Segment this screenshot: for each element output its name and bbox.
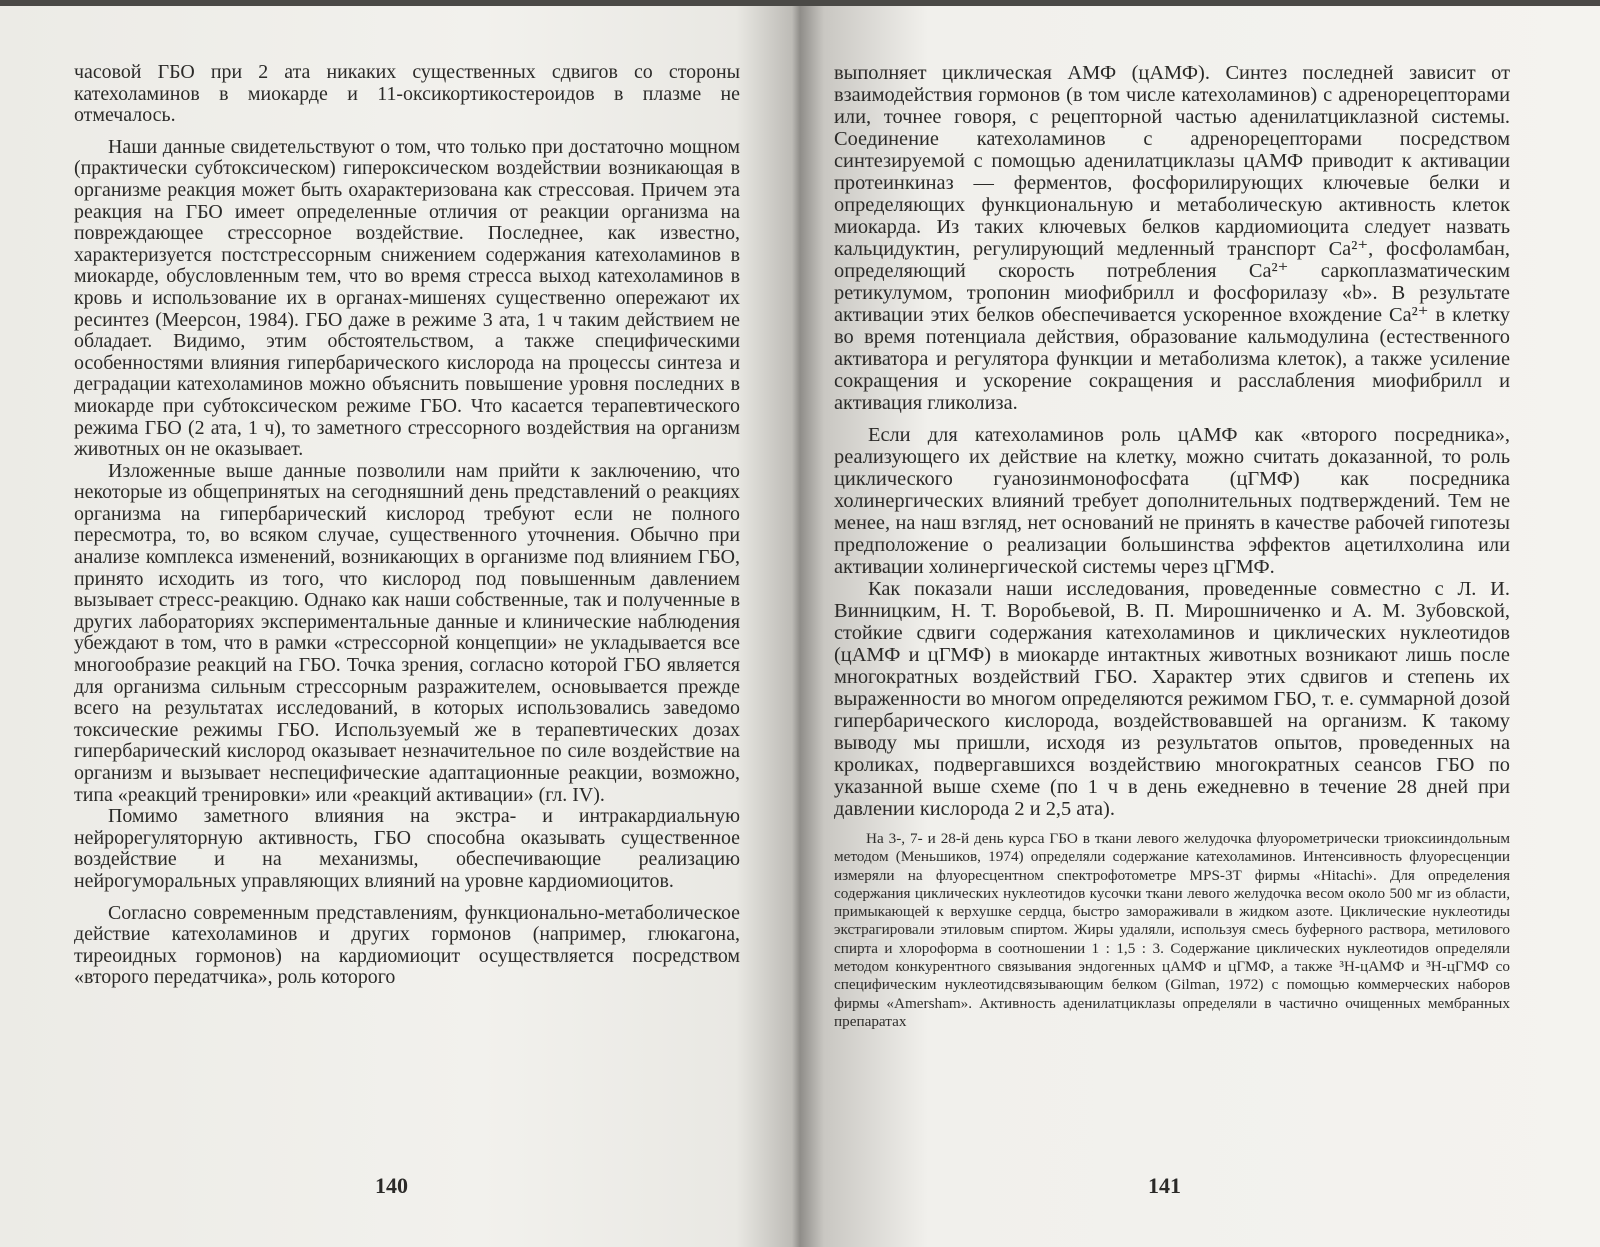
- left-paragraph-2: Наши данные свидетельствуют о том, что только при достаточно мощном (практически субтоксическом) гипероксическом воздействии возникающая в организме реакция может быть охарактеризована как стрессовая. Причем эта реакция на ГБО имеет определенные отличия от реакции организма на повреждающее стрессорное воздействие. Последнее, как известно, характеризуется постстрессорным снижением содержания катехоламинов в миокарде, обусловленным тем, что во время стресса выход катехоламинов в кровь и использование их в органах-мишенях существенно опережают их ресинтез (Меерсон, 1984). ГБО даже в режиме 3 ата, 1 ч таким действием не обладает. Видимо, этим обстоятельством, а также специфическими особенностями влияния гипербарического кислорода на процессы синтеза и деградации катехоламинов можно объяснить повышение уровня последних в миокарде при субтоксическом режиме ГБО. Что касается терапевтического режима ГБО (2 ата, 1 ч), то заметного стрессорного воздействия на организм животных он не оказывает.: [74, 135, 740, 461]
- left-page-number: 140: [375, 1173, 408, 1198]
- right-paragraph-3: Как показали наши исследования, проведенные совместно с Л. И. Винницким, Н. Т. Воробьевой, В. П. Мирошниченко и А. М. Зубовской, стойкие сдвиги содержания катехоламинов и циклических нуклеотидов (цАМФ и цГМФ) в миокарде интактных животных возникают лишь после многократных воздействий ГБО. Характер этих сдвигов и степень их выраженности во многом определяются режимом ГБО, т. е. суммарной дозой гипербарического кислорода, воздействовавшей на организм. К такому выводу мы пришли, исходя из результатов опытов, проведенных на кроликах, подвергавшихся воздействию многократных сеансов ГБО по указанной выше схеме (по 1 ч в день ежедневно в течение 28 дней при давлении кислорода 2 и 2,5 ата).: [834, 578, 1510, 820]
- right-page-number: 141: [1148, 1173, 1181, 1198]
- right-paragraph-1: выполняет циклическая АМФ (цАМФ). Синтез последней зависит от взаимодействия гормонов (в том числе катехоламинов) с адренорецепторами или, точнее говоря, с рецепторной частью аденилатциклазной системы. Соединение катехоламинов с адренорецепторами посредством синтезируемой с помощью аденилатциклазы цАМФ приводит к активации протеинкиназ — ферментов, фосфорилирующих ключевые белки и определяющих функциональную и метаболическую активность клеток миокарда. Из таких ключевых белков кардиомиоцита следует назвать кальцидуктин, регулирующий медленный транспорт Ca²⁺, фосфоламбан, определяющий скорость потребления Ca²⁺ саркоплазматическим ретикулумом, тропонин миофибрилл и фосфорилазу «b». В результате активации этих белков обеспечивается ускоренное вхождение Ca²⁺ в клетку во время потенциала действия, образование кальмодулина (естественного активатора и регулятора функции и метаболизма клеток), а также усиление сокращения и ускорение сокращения и расслабления миофибрилл и активация гликолиза.: [834, 62, 1510, 414]
- scan-top-edge: [0, 0, 1600, 6]
- right-paragraph-2: Если для катехоламинов роль цАМФ как «второго посредника», реализующего их действие на клетку, можно считать доказанной, то роль циклического гуанозинмонофосфата (цГМФ) как посредника холинергических влияний требует дополнительных подтверждений. Тем не менее, на наш взгляд, нет оснований не принять в качестве рабочей гипотезы предположение о реализации большинства эффектов ацетилхолина или активации холинергической системы через цГМФ.: [834, 424, 1510, 578]
- right-footnote: На 3-, 7- и 28-й день курса ГБО в ткани левого желудочка флуорометрически триоксииндольным методом (Меньшиков, 1974) определяли содержание катехоламинов. Интенсивность флуоресценции измеряли на флуоресцентном спектрофотометре MPS-3T фирмы «Hitachi». Для определения содержания циклических нуклеотидов кусочки ткани левого желудочка весом около 500 мг из области, примыкающей к верхушке сердца, быстро замораживали в жидком азоте. Циклические нуклеотиды экстрагировали этиловым спиртом. Жиры удаляли, используя смесь буферного раствора, метилового спирта и хлороформа в соотношении 1 : 1,5 : 3. Содержание циклических нуклеотидов определяли методом конкурентного связывания эндогенных цАМФ и цГМФ, а также ³H-цАМФ и ³H-цГМФ со специфическим нуклеотидсвязывающим белком (Gilman, 1972) с помощью коммерческих наборов фирмы «Amersham». Активность аденилатциклазы определяли в частично очищенных мембранных препаратах: [834, 830, 1510, 1030]
- right-page: [834, 62, 1510, 1031]
- left-paragraph-1: часовой ГБО при 2 ата никаких существенных сдвигов со стороны катехоламинов в миокарде и 11-оксикортикостероидов в плазме не отмечалось.: [74, 61, 740, 127]
- left-page: [74, 62, 740, 989]
- left-paragraph-5: Согласно современным представлениям, функционально-метаболическое действие катехоламинов и других гормонов (например, глюкагона, тиреоидных гормонов) на кардиомиоцит осуществляется посредством «второго передатчика», роль которого: [74, 901, 740, 989]
- left-paragraph-4: Помимо заметного влияния на экстра- и интракардиальную нейрорегуляторную активность, ГБО способна оказывать существенное воздействие и на механизмы, обеспечивающие реализацию нейрогуморальных управляющих влияний на уровне кардиомиоцитов.: [74, 805, 740, 892]
- left-paragraph-3: Изложенные выше данные позволили нам прийти к заключению, что некоторые из общепринятых на сегодняшний день представлений о реакциях организма на гипербарический кислород требуют если не полного пересмотра, то, во всяком случае, существенного уточнения. Обычно при анализе комплекса изменений, возникающих в организме под влиянием ГБО, принято исходить из того, что кислород под повышенным давлением вызывает стресс-реакцию. Однако как наши собственные, так и полученные в других лабораториях экспериментальные данные и клинические наблюдения убеждают в том, что в рамки «стрессорной концепции» не укладывается все многообразие реакций на ГБО. Точка зрения, согласно которой ГБО является для организма сильным стрессорным разражителем, основывается прежде всего на результатах исследований, в которых использовались заведомо токсические режимы ГБО. Используемый же в терапевтических дозах гипербарический кислород оказывает незначительное по силе воздействие на организм и вызывает неспецифические адаптационные реакции, возможно, типа «реакций тренировки» или «реакций активации» (гл. IV).: [74, 459, 740, 806]
